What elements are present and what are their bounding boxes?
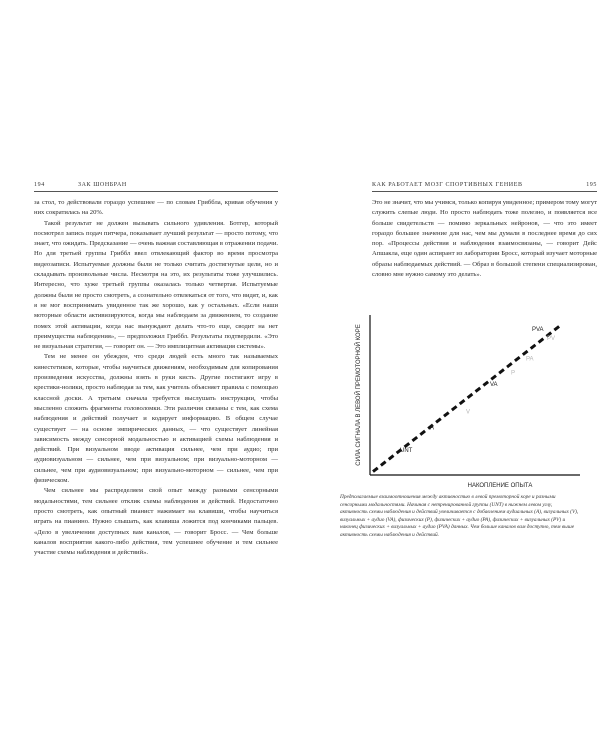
y-axis-label: СИЛА СИГНАЛА В ЛЕВОЙ ПРЕМОТОРНОЙ КОРЕ (356, 324, 362, 466)
paragraph: за стол, то действовали гораздо успешнее — по словам Гриббла, кривая обучения у них сократилась на 20%. (34, 199, 278, 217)
left-page-number: 194 (34, 182, 45, 188)
figure (340, 305, 590, 490)
paragraph: Это не значит, что мы учимся, только копируя увиденное; примером тому могут служить слепые люди. Но просто наблюдать тоже полезно, и появляется все больше свидетельств — помимо зеркальных нейронов, — что это имеет гораздо большее значение для нас, чем мы думали в последнее время до сих пор. «Процессы действия и наблюдения взаимосвязаны, — говорит Дейс Апшакла, еще один аспирант из лаборатории Бросс, который изучает моторные образы наблюдаемых действий. — Образ в большой степени специализирован, словно мне нужно самому это делать». (372, 199, 597, 279)
left-page-body (34, 198, 278, 558)
paragraph: Чем сильнее мы распределяем свой опыт между разными сенсорными модальностями, тем сильнее отклик схемы наблюдения и действий. Недостаточно просто смотреть, как опытный пианист нажимает на клавиши, чтобы научиться играть на пианино. Нужно слышать, как клавиша ложится под кончиками пальцев. «Дело в увеличении доступных вам каналов, — говорит Бросс. — Чем больше каналов восприятия какого-либо действия, тем успешнее обучение и тем сильнее участие схемы наблюдения и действий». (34, 487, 278, 557)
paragraph: Такой результат не должен вызывать сильного удивления. Ботгер, который посмотрел запись подач питчера, показывает лучший результат — просто потому, что знает, что ожидать. Предсказание — очень важная составляющая в отражении подачи. Но для третьей группы Гриббл ввел отвлекающий фактор во время просмотра видеозаписи. Испытуемые должны были не только считать достигнутые цели, но и складывать произвольные числа. Несмотря на это, их результаты тоже улучшились. Интересно, что хуже третьей группы оказалась только четвертая. Испытуемые должны были не просто смотреть, а сознательно отвлекаться от того, что видят, и, как я не мог воспринимать увиденное так же хорошо, как у остальных. «Если наши моторные области активизируются, когда мы наблюдаем за движением, то создание помех этой активации, когда нас вынуждают делать что-то еще, сводит на нет преимущества наблюдения», — предположил Гриббл. Результаты подтвердили. «Это не визуальная стратегия, — говорит он. — Это имплицитная активация системы». (34, 219, 278, 351)
figure-caption: Предполагаемые взаимоотношения между активностью в левой премоторной коре и разными сенсорными модальностями. Начиная с нетренированной группы (UNT) в нижнем левом углу, активность схемы наблюдения и действий увеличивается с добавлением аудиальных (A), визуальных (V), визуальных + аудио (VA), физических (P), физических + аудио (PA), физических + визуальных (PV) и наконец физических + визуальных + аудио (PVA) данных. Чем больше каналов вам доступно, тем выше активность схемы наблюдения и действий. (340, 494, 579, 538)
point-label-p: P (511, 370, 516, 377)
point-label-v: V (466, 409, 471, 416)
paragraph: Тем не менее он убежден, что среди людей есть много так называемых кинестетиков, которые, чтобы научиться движениям, необходимым для копирования произведения искусства, должны взять в руки кисть. Другие постигают игру в крестики-нолики, просто наблюдая за тем, как учитель объясняет правила с помощью классной доски. А третьим сначала требуется выслушать инструкции, чтобы мысленно сложить фрагменты головоломки. Эти различия связаны с тем, как схема наблюдения и действий получает и кодирует информацию. В общем случае существует — на основе эмпирических данных, — что существует линейная зависимость между сенсорной модальностью и активацией схемы наблюдения и действий. При визуальном вводе активация сильнее, чем при аудио; при аудиовизуальном — сильнее, чем при визуальном; при визуально-моторном — сильнее, чем при аудиовизуальном; при визуально-моторном — сильнее, чем при физическом. (34, 353, 278, 485)
left-header-rule (34, 191, 278, 192)
modality-chart (340, 305, 590, 490)
point-label-pa: PA (526, 356, 534, 363)
point-label-pv: PV (547, 336, 556, 343)
running-head-title: КАК РАБОТАЕТ МОЗГ СПОРТИВНЫХ ГЕНИЕВ (372, 182, 523, 188)
point-label-a: A (430, 425, 435, 432)
point-label-unt: UNT (400, 448, 413, 455)
right-page (310, 0, 600, 750)
x-axis-label: НАКОПЛЕНИЕ ОПЫТА (467, 483, 533, 489)
point-label-va: VA (490, 381, 498, 388)
right-page-number: 195 (586, 182, 597, 188)
running-head-author: ЗАК ШОНБРАН (78, 182, 127, 188)
right-header-rule (372, 191, 597, 192)
right-page-body (372, 198, 597, 280)
point-label-pva: PVA (532, 327, 544, 333)
left-page (0, 0, 290, 750)
